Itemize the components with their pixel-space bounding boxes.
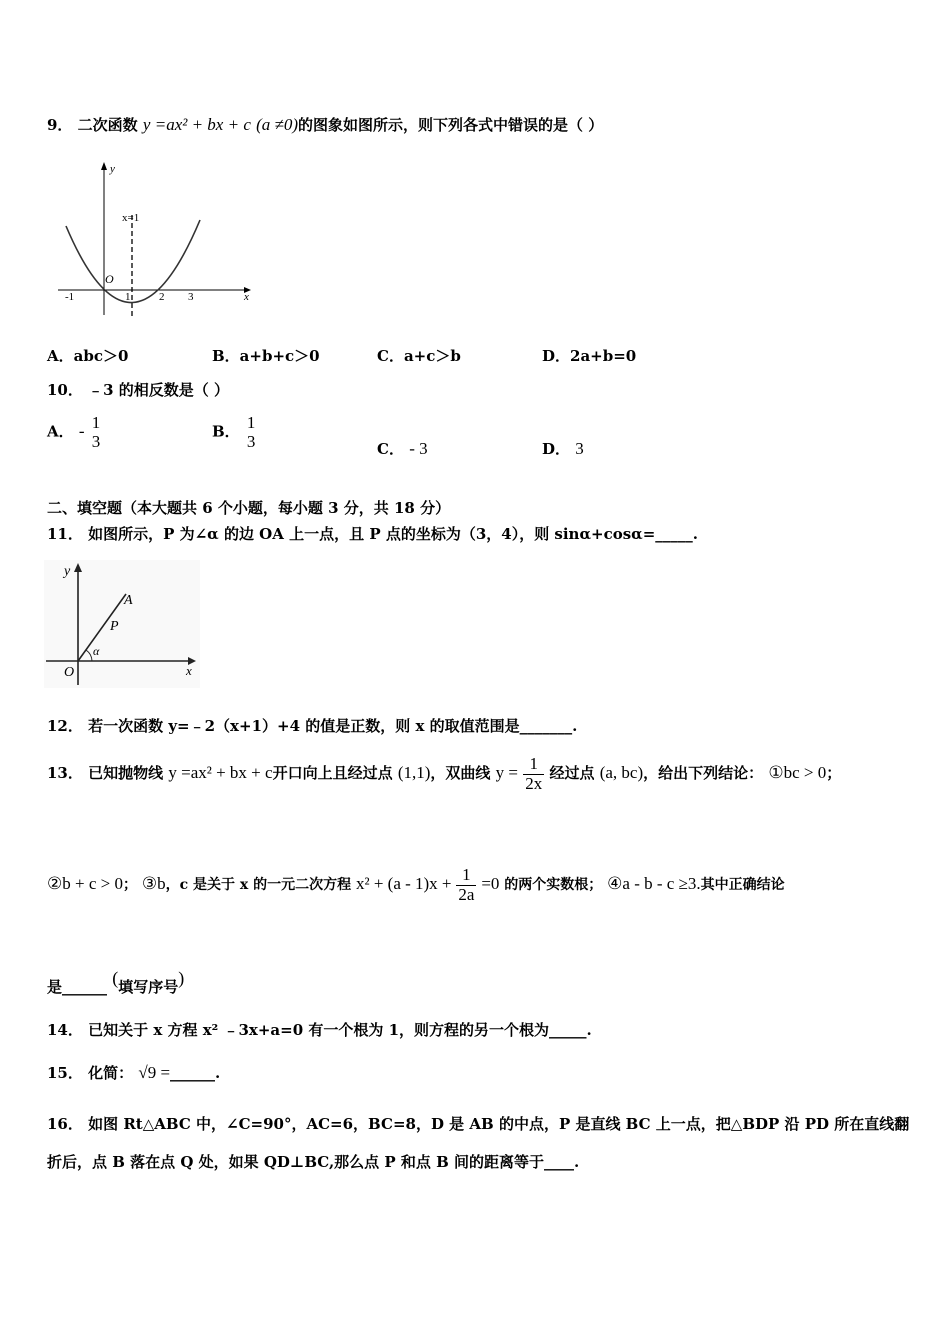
q13-conclusion-1: ①bc > 0	[768, 763, 827, 783]
q13-hyperbola-num: 1	[529, 754, 538, 773]
q9-text-a: 二次函数	[77, 116, 138, 134]
q11-label-y: y	[64, 564, 71, 579]
q10-option-a-label: A．	[47, 422, 74, 441]
q13-conclusion-2: ②b + c > 0	[47, 874, 123, 894]
q13-point1: (1,1)	[397, 763, 431, 783]
q13-line2	[47, 866, 785, 904]
q14-stem	[47, 1019, 592, 1040]
q9-y-arrow	[101, 162, 107, 170]
q13-equation-fraction	[456, 866, 476, 904]
q9-option-b: B．a+b+c＞0	[212, 347, 320, 365]
q9-option-d: D．2a+b=0	[542, 347, 637, 365]
q10-stem	[47, 379, 229, 400]
q10-option-d	[542, 438, 584, 459]
q15-number: 15．	[47, 1064, 83, 1082]
q10-option-b-den: 3	[246, 431, 256, 451]
q13-equation-num: 1	[462, 865, 471, 884]
q10-option-a-num: 1	[91, 413, 101, 432]
q13-hyperbola-fraction	[523, 755, 544, 793]
q10-option-b	[212, 414, 257, 451]
q13-text-4: 经过点	[549, 764, 595, 783]
q10-text: ﹣3 的相反数是（ ）	[88, 381, 229, 399]
q9-condition: (a ≠0)	[256, 115, 299, 134]
q9-parabola-graph	[58, 160, 254, 320]
q11-label-p: P	[110, 619, 119, 634]
q10-option-b-label: B．	[212, 422, 240, 441]
q13-number: 13．	[47, 764, 83, 783]
q10-option-c-value: - 3	[409, 439, 428, 458]
q13-line1	[47, 755, 841, 793]
q9-label-origin: O	[105, 272, 114, 286]
q11-label-x: x	[186, 663, 192, 678]
q16-line1	[47, 1113, 909, 1134]
q11-number: 11．	[47, 525, 83, 543]
q13-text-9: 是______	[47, 978, 108, 996]
q13-point2: (a, bc)	[599, 763, 644, 783]
q9-option-a: A．abc＞0	[47, 347, 129, 365]
q10-option-b-fraction	[245, 414, 258, 451]
q9-tick-neg1: -1	[65, 291, 75, 303]
q11-label-alpha: α	[93, 644, 100, 658]
section2-title: 二、填空题（本大题共 6 个小题，每小题 3 分，共 18 分）	[47, 499, 451, 517]
q10-number: 10．	[47, 381, 83, 399]
q12-stem	[47, 715, 577, 736]
q16-text-line1: 如图 Rt△ABC 中，∠C=90°，AC=6，BC=8，D 是 AB 的中点，P 是直线 BC 上一点，把△BDP 沿 PD 所在直线翻	[88, 1115, 910, 1133]
q9-tick-2: 2	[159, 291, 165, 303]
q13-parabola: y =ax² + bx + c	[168, 763, 273, 783]
q10-option-d-value: 3	[575, 439, 584, 458]
q13-text-7: 的两个实数根；	[504, 877, 603, 894]
q13-paren-open: (	[112, 968, 119, 988]
q13-equation-den: 2a	[458, 884, 475, 904]
q10-option-c-label: C．	[377, 440, 404, 458]
q13-text-3: ，双曲线	[430, 764, 491, 783]
q9-text-b: 的图象如图所示，则下列各式中错误的是（ ）	[298, 116, 604, 134]
q10-option-a-sign: -	[78, 421, 85, 441]
q13-text-2: 开口向上且经过点	[272, 764, 393, 783]
q12-text: 若一次函数 y=﹣2（x+1）+4 的值是正数，则 x 的取值范围是_______.	[88, 717, 578, 735]
q9-tick-1: 1	[125, 291, 131, 303]
q12-number: 12．	[47, 717, 83, 735]
q9-formula: y =ax² + bx + c	[142, 115, 251, 134]
q13-conclusion-3: ③b	[141, 874, 166, 894]
q11-stem	[47, 523, 698, 544]
q11-angle-graph	[44, 560, 200, 688]
q13-text-6: ，c 是关于 x 的一元二次方程	[165, 877, 352, 894]
q10-option-a	[47, 414, 102, 451]
q13-equation-b: =0	[481, 874, 500, 894]
q13-line3	[47, 968, 184, 997]
q14-text: 已知关于 x 方程 x² ﹣3x+a=0 有一个根为 1，则方程的另一个根为_____.	[88, 1021, 592, 1039]
q10-option-a-fraction	[90, 414, 103, 451]
q13-equation-a: x² + (a - 1)x +	[355, 874, 452, 894]
q13-text-1: 已知抛物线	[88, 764, 164, 783]
q14-number: 14．	[47, 1021, 83, 1039]
q15-text: 化简：	[88, 1064, 134, 1082]
q10-option-a-den: 3	[91, 431, 101, 451]
q13-text-8: 其中正确结论	[700, 877, 785, 894]
q9-label-axis-line: x=1	[122, 212, 140, 224]
q13-conclusion-4: ④a - b - c ≥3.	[607, 874, 701, 894]
q13-paren-close: )	[178, 968, 185, 988]
q13-hyperbola-lhs: y =	[495, 763, 518, 783]
q11-label-a: A	[124, 593, 133, 608]
q9-label-y: y	[110, 163, 115, 175]
q11-text: 如图所示，P 为∠α 的边 OA 上一点，且 P 点的坐标为（3，4），则 sinα+cosα=_____.	[88, 525, 698, 543]
q13-hyperbola-den: 2x	[525, 773, 543, 793]
q16-line2: 折后，点 B 落在点 Q 处，如果 QD⊥BC,那么点 P 和点 B 间的距离等于____.	[47, 1153, 580, 1171]
q15-expression: √9 =	[138, 1063, 171, 1082]
q13-semicolon-2: ；	[122, 877, 137, 894]
q10-option-d-label: D．	[542, 440, 571, 458]
q15-stem	[47, 1062, 220, 1083]
q9-label-x: x	[244, 291, 249, 303]
q13-semicolon-1: ；	[826, 764, 842, 783]
q9-option-c: C．a+c＞b	[377, 347, 461, 365]
q9-number: 9．	[47, 116, 73, 134]
q10-option-b-num: 1	[246, 413, 256, 432]
q11-label-origin: O	[64, 665, 75, 680]
q9-tick-3: 3	[188, 291, 194, 303]
q9-stem	[47, 114, 603, 135]
q10-option-c	[377, 438, 428, 459]
q13-text-10: 填写序号	[118, 978, 179, 996]
q13-text-5: ，给出下列结论：	[643, 764, 764, 783]
q16-number: 16．	[47, 1115, 83, 1133]
q15-blank: ______.	[170, 1064, 221, 1082]
